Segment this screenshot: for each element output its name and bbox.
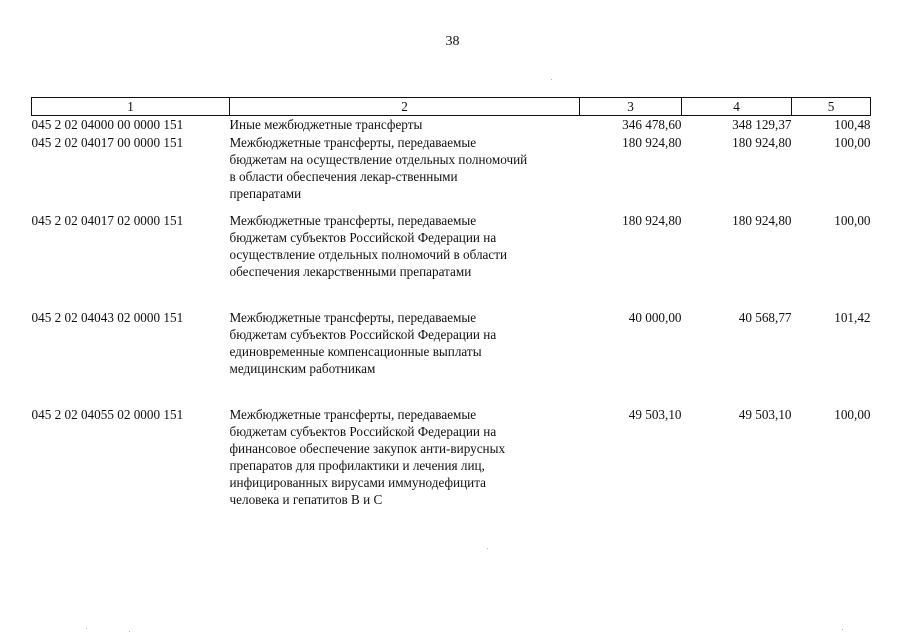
row-description: Межбюджетные трансферты, передаваемые бюджетам на осуществление отдельных полномочий в области обеспечения лекар-ственными препаратами — [229, 135, 528, 201]
value-col5: 100,48 — [834, 117, 871, 132]
value-col4: 180 924,80 — [732, 135, 792, 150]
value-col5: 100,00 — [834, 213, 871, 228]
budget-code: 045 2 02 04043 02 0000 151 — [31, 310, 184, 325]
value-col5: 100,00 — [834, 135, 871, 150]
scan-speck — [551, 79, 552, 80]
value-col4: 40 568,77 — [738, 310, 792, 325]
column-header-2: 2 — [230, 98, 580, 116]
scan-speck — [842, 629, 843, 630]
table-row — [32, 134, 871, 212]
row-description: Межбюджетные трансферты, передаваемые бюджетам субъектов Российской Федерации на единовременные компенсационные выплаты медицинским работникам — [229, 310, 497, 376]
scan-speck — [129, 631, 130, 632]
value-col5: 100,00 — [834, 407, 871, 422]
row-description: Межбюджетные трансферты, передаваемые бюджетам субъектов Российской Федерации на осуществление отдельных полномочий в области обеспечения лекарственными препаратами — [229, 213, 508, 279]
budget-code: 045 2 02 04000 00 0000 151 — [31, 117, 184, 132]
scan-speck — [487, 548, 488, 549]
table-row — [32, 406, 871, 526]
value-col5: 101,42 — [834, 310, 871, 325]
value-col3: 180 924,80 — [622, 135, 682, 150]
budget-code: 045 2 02 04055 02 0000 151 — [31, 407, 184, 422]
value-col4: 180 924,80 — [732, 213, 792, 228]
table-row — [32, 212, 871, 309]
table-row — [32, 116, 871, 135]
column-header-5: 5 — [792, 98, 871, 116]
column-header-1: 1 — [32, 98, 230, 116]
table-row — [32, 309, 871, 406]
value-col3: 180 924,80 — [622, 213, 682, 228]
table-body — [32, 116, 871, 527]
scan-speck — [86, 628, 87, 629]
value-col3: 49 503,10 — [628, 407, 682, 422]
row-description: Межбюджетные трансферты, передаваемые бюджетам субъектов Российской Федерации на финансовое обеспечение закупок анти-вирусных препаратов для профилактики и лечения лиц, инфицированных вирусами иммунодефицита человека и гепатитов В и С — [229, 407, 506, 507]
budget-code: 045 2 02 04017 00 0000 151 — [31, 135, 184, 150]
page-number: 38 — [445, 34, 460, 49]
header-row — [32, 98, 871, 116]
value-col4: 49 503,10 — [738, 407, 792, 422]
value-col3: 40 000,00 — [628, 310, 682, 325]
value-col3: 346 478,60 — [622, 117, 682, 132]
value-col4: 348 129,37 — [732, 117, 792, 132]
table-header — [32, 98, 871, 116]
budget-code: 045 2 02 04017 02 0000 151 — [31, 213, 184, 228]
column-header-4: 4 — [682, 98, 792, 116]
row-description: Иные межбюджетные трансферты — [229, 117, 423, 132]
budget-table — [31, 97, 871, 526]
column-header-3: 3 — [580, 98, 682, 116]
